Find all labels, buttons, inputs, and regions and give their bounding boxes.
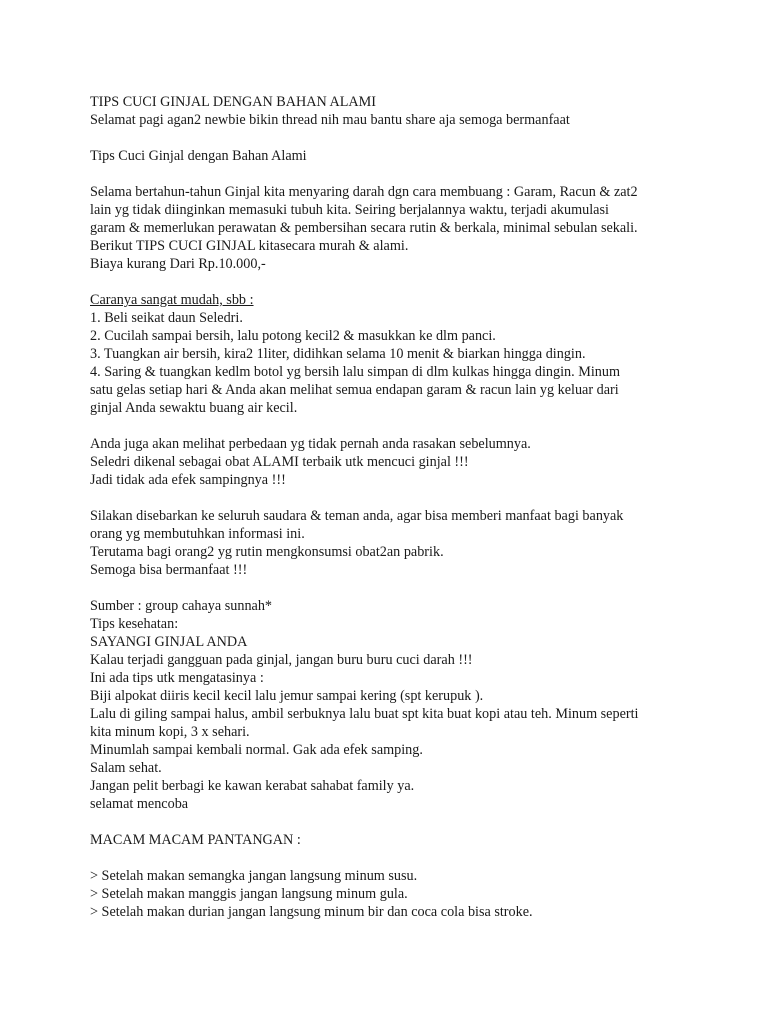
- pantangan-item: > Setelah makan semangka jangan langsung minum susu.: [90, 868, 418, 884]
- document-subtitle: Tips Cuci Ginjal dengan Bahan Alami: [90, 148, 307, 164]
- share-line: orang yg membutuhkan informasi ini.: [90, 526, 305, 542]
- second-tip-line: Jangan pelit berbagi ke kawan kerabat sahabat family ya.: [90, 778, 415, 794]
- second-tip-line: Tips kesehatan:: [90, 616, 179, 632]
- step-line: ginjal Anda sewaktu buang air kecil.: [90, 400, 298, 416]
- effects-line: Seledri dikenal sebagai obat ALAMI terbaik utk mencuci ginjal !!!: [90, 454, 469, 470]
- share-line: Silakan disebarkan ke seluruh saudara & teman anda, agar bisa memberi manfaat bagi banyak: [90, 508, 624, 524]
- second-tip-line: Biji alpokat diiris kecil kecil lalu jemur sampai kering (spt kerupuk ).: [90, 688, 484, 704]
- second-tip-line: Sumber : group cahaya sunnah*: [90, 598, 273, 614]
- intro-line: lain yg tidak diinginkan memasuki tubuh kita. Seiring berjalannya waktu, terjadi akumulasi: [90, 202, 609, 218]
- second-tip-paragraph: [90, 597, 740, 813]
- steps-list: [90, 309, 740, 417]
- second-tip-line: Minumlah sampai kembali normal. Gak ada efek samping.: [90, 742, 423, 758]
- pantangan-item: > Setelah makan manggis jangan langsung minum gula.: [90, 886, 408, 902]
- step-line: 4. Saring & tuangkan kedlm botol yg bersih lalu simpan di dlm kulkas hingga dingin. Minum: [90, 364, 621, 380]
- intro-line: garam & memerlukan perawatan & pembersihan secara rutin & berkala, minimal sebulan sekali.: [90, 220, 638, 236]
- second-tip-heading: SAYANGI GINJAL ANDA: [90, 634, 248, 650]
- effects-paragraph: [90, 435, 740, 489]
- step-line: 2. Cucilah sampai bersih, lalu potong kecil2 & masukkan ke dlm panci.: [90, 328, 496, 344]
- effects-line: Jadi tidak ada efek sampingnya !!!: [90, 472, 286, 488]
- intro-line: Berikut TIPS CUCI GINJAL kitasecara murah & alami.: [90, 238, 409, 254]
- pantangan-heading: MACAM MACAM PANTANGAN :: [90, 832, 301, 848]
- step-line: satu gelas setiap hari & Anda akan melihat semua endapan garam & racun lain yg keluar dari: [90, 382, 619, 398]
- step-line: 1. Beli seikat daun Seledri.: [90, 310, 243, 326]
- step-line: 3. Tuangkan air bersih, kira2 1liter, didihkan selama 10 menit & biarkan hingga dingin.: [90, 346, 586, 362]
- document-page: [90, 93, 740, 921]
- second-tip-line: kita minum kopi, 3 x sehari.: [90, 724, 250, 740]
- greeting-text: Selamat pagi agan2 newbie bikin thread nih mau bantu share aja semoga bermanfaat: [90, 112, 570, 128]
- pantangan-list: [90, 867, 740, 921]
- second-tip-line: Salam sehat.: [90, 760, 162, 776]
- share-line: Semoga bisa bermanfaat !!!: [90, 562, 248, 578]
- second-tip-line: Lalu di giling sampai halus, ambil serbuknya lalu buat spt kita buat kopi atau teh. Minum seperti: [90, 706, 639, 722]
- steps-heading: Caranya sangat mudah, sbb :: [90, 292, 254, 308]
- intro-line: Biaya kurang Dari Rp.10.000,-: [90, 256, 266, 272]
- intro-line: Selama bertahun-tahun Ginjal kita menyaring darah dgn cara membuang : Garam, Racun & zat2: [90, 184, 638, 200]
- second-tip-line: selamat mencoba: [90, 796, 189, 812]
- share-line: Terutama bagi orang2 yg rutin mengkonsumsi obat2an pabrik.: [90, 544, 444, 560]
- document-title: TIPS CUCI GINJAL DENGAN BAHAN ALAMI: [90, 94, 376, 110]
- effects-line: Anda juga akan melihat perbedaan yg tidak pernah anda rasakan sebelumnya.: [90, 436, 531, 452]
- intro-paragraph: [90, 183, 740, 273]
- pantangan-item: > Setelah makan durian jangan langsung minum bir dan coca cola bisa stroke.: [90, 904, 533, 920]
- second-tip-line: Kalau terjadi gangguan pada ginjal, jangan buru buru cuci darah !!!: [90, 652, 473, 668]
- second-tip-line: Ini ada tips utk mengatasinya :: [90, 670, 264, 686]
- share-paragraph: [90, 507, 740, 579]
